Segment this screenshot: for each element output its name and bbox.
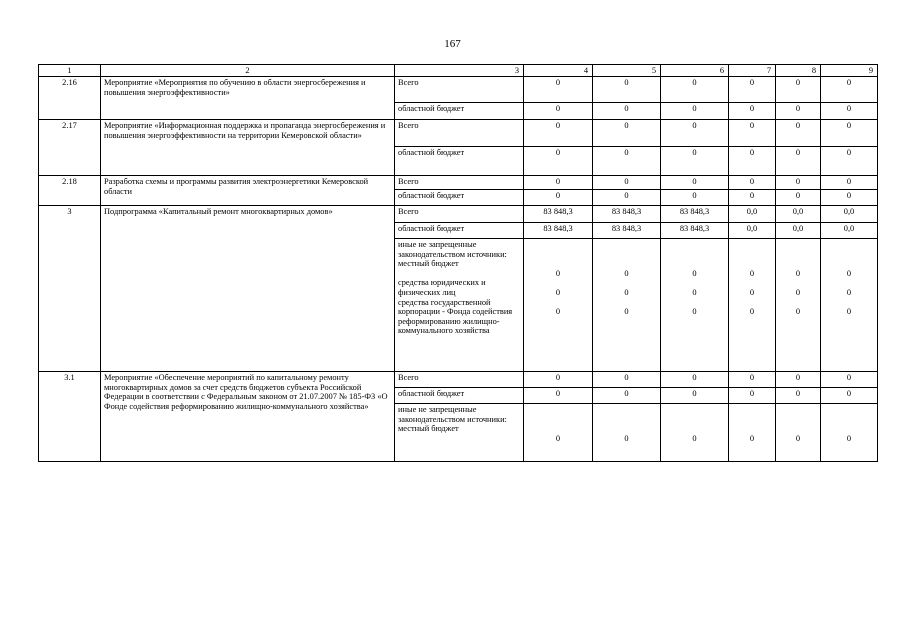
value-cell: 0 (729, 176, 776, 190)
program-funding-table (38, 64, 878, 462)
value-cell: 0,0 (776, 206, 821, 223)
value-cell: 0 (776, 176, 821, 190)
page-number: 167 (444, 38, 461, 50)
value-cell: 0 (776, 77, 821, 103)
funding-source: областной бюджет (395, 223, 524, 239)
funding-source: иные не запрещенные законодательством источники: местный бюджет средства юридических и физических лиц средства государственной корпорации - Фонда содействия реформированию жилищно-коммунального хозяйства (395, 239, 524, 372)
value-cell: 0 (593, 147, 661, 176)
column-number: 6 (661, 65, 729, 77)
value-cell: 0 (776, 190, 821, 206)
funding-source: областной бюджет (395, 190, 524, 206)
row-title: Мероприятие «Обеспечение мероприятий по капитальному ремонту многоквартирных домов за счет средств бюджетов субъекта Российской Федерации в соответствии с Федеральным законом от 21.07.2007 № 185-ФЗ «О Фонде содействия реформированию жилищно-коммунального хозяйства» (101, 372, 395, 462)
row-title: Разработка схемы и программы развития электроэнергетики Кемеровской области (101, 176, 395, 206)
row-code: 3.1 (39, 372, 101, 462)
funding-source: Всего (395, 176, 524, 190)
value-cell: 0 (593, 372, 661, 388)
value-cell: 0 (729, 120, 776, 147)
value-cell: 0 (729, 388, 776, 404)
value-cell: 0 (661, 120, 729, 147)
value-cell: 0 0 0 (821, 239, 878, 372)
value-cell: 0 (524, 103, 593, 120)
table-row (39, 372, 878, 388)
value-cell: 0 0 0 (661, 239, 729, 372)
value-cell: 0 (593, 77, 661, 103)
row-title: Мероприятие «Информационная поддержка и пропаганда энергосбережения и повышения энергоэффективности на территории Кемеровской области» (101, 120, 395, 176)
value-cell: 83 848,3 (661, 206, 729, 223)
funding-source: Всего (395, 206, 524, 223)
column-number: 1 (39, 65, 101, 77)
row-code: 3 (39, 206, 101, 372)
value-cell: 0 (593, 103, 661, 120)
value-cell: 0 (729, 147, 776, 176)
value-cell: 83 848,3 (593, 206, 661, 223)
value-cell: 0 (776, 372, 821, 388)
value-cell: 0 (776, 120, 821, 147)
value-cell: 0 (661, 147, 729, 176)
value-cell: 0 (593, 120, 661, 147)
value-cell: 0 (821, 120, 878, 147)
value-cell: 0,0 (821, 223, 878, 239)
value-cell: 0 (821, 372, 878, 388)
funding-source: областной бюджет (395, 147, 524, 176)
value-cell: 0 (661, 190, 729, 206)
value-cell: 0 (524, 190, 593, 206)
funding-source: областной бюджет (395, 103, 524, 120)
funding-source: Всего (395, 372, 524, 388)
column-number: 3 (395, 65, 524, 77)
column-number: 8 (776, 65, 821, 77)
row-title: Подпрограмма «Капитальный ремонт многоквартирных домов» (101, 206, 395, 372)
value-cell: 0 (661, 103, 729, 120)
value-cell: 0 (524, 404, 593, 462)
value-cell: 0 (729, 103, 776, 120)
value-cell: 0 (593, 404, 661, 462)
value-cell: 0 (524, 147, 593, 176)
value-cell: 83 848,3 (593, 223, 661, 239)
column-number: 7 (729, 65, 776, 77)
value-cell: 0 (821, 147, 878, 176)
column-number: 5 (593, 65, 661, 77)
value-cell: 0 0 0 (776, 239, 821, 372)
value-cell: 0 0 0 (593, 239, 661, 372)
row-code: 2.18 (39, 176, 101, 206)
table-row (39, 77, 878, 103)
value-cell: 0 (593, 176, 661, 190)
table-row (39, 206, 878, 223)
value-cell: 0 (524, 372, 593, 388)
value-cell: 0,0 (821, 206, 878, 223)
value-cell: 0 (524, 176, 593, 190)
value-cell: 0 (776, 103, 821, 120)
value-cell: 0,0 (776, 223, 821, 239)
value-cell: 0 (821, 404, 878, 462)
value-cell: 0 (524, 388, 593, 404)
value-cell: 0 (776, 388, 821, 404)
column-number: 4 (524, 65, 593, 77)
table-row (39, 176, 878, 190)
value-cell: 0 (729, 190, 776, 206)
value-cell: 0 (661, 77, 729, 103)
funding-source: Всего (395, 77, 524, 103)
funding-source: иные не запрещенные законодательством источники: местный бюджет (395, 404, 524, 462)
value-cell: 0 (593, 388, 661, 404)
funding-source: областной бюджет (395, 388, 524, 404)
column-number: 9 (821, 65, 878, 77)
value-cell: 0 (821, 176, 878, 190)
row-code: 2.16 (39, 77, 101, 120)
row-code: 2.17 (39, 120, 101, 176)
value-cell: 0 (821, 103, 878, 120)
value-cell: 83 848,3 (524, 223, 593, 239)
value-cell: 0 (776, 404, 821, 462)
value-cell: 0 (821, 190, 878, 206)
value-cell: 0 (593, 190, 661, 206)
value-cell: 83 848,3 (524, 206, 593, 223)
column-number: 2 (101, 65, 395, 77)
value-cell: 83 848,3 (661, 223, 729, 239)
value-cell: 0 0 0 (524, 239, 593, 372)
value-cell: 0 (729, 77, 776, 103)
value-cell: 0 (661, 404, 729, 462)
column-number-row (39, 65, 878, 77)
value-cell: 0 (661, 176, 729, 190)
value-cell: 0 (729, 404, 776, 462)
value-cell: 0 (524, 77, 593, 103)
value-cell: 0 (821, 77, 878, 103)
value-cell: 0 (661, 388, 729, 404)
row-title: Мероприятие «Мероприятия по обучению в области энергосбережения и повышения энергоэффективности» (101, 77, 395, 120)
value-cell: 0,0 (729, 206, 776, 223)
value-cell: 0 (821, 388, 878, 404)
value-cell: 0 0 0 (729, 239, 776, 372)
value-cell: 0 (729, 372, 776, 388)
value-cell: 0 (776, 147, 821, 176)
funding-source: Всего (395, 120, 524, 147)
table-row (39, 120, 878, 147)
value-cell: 0 (524, 120, 593, 147)
value-cell: 0 (661, 372, 729, 388)
value-cell: 0,0 (729, 223, 776, 239)
